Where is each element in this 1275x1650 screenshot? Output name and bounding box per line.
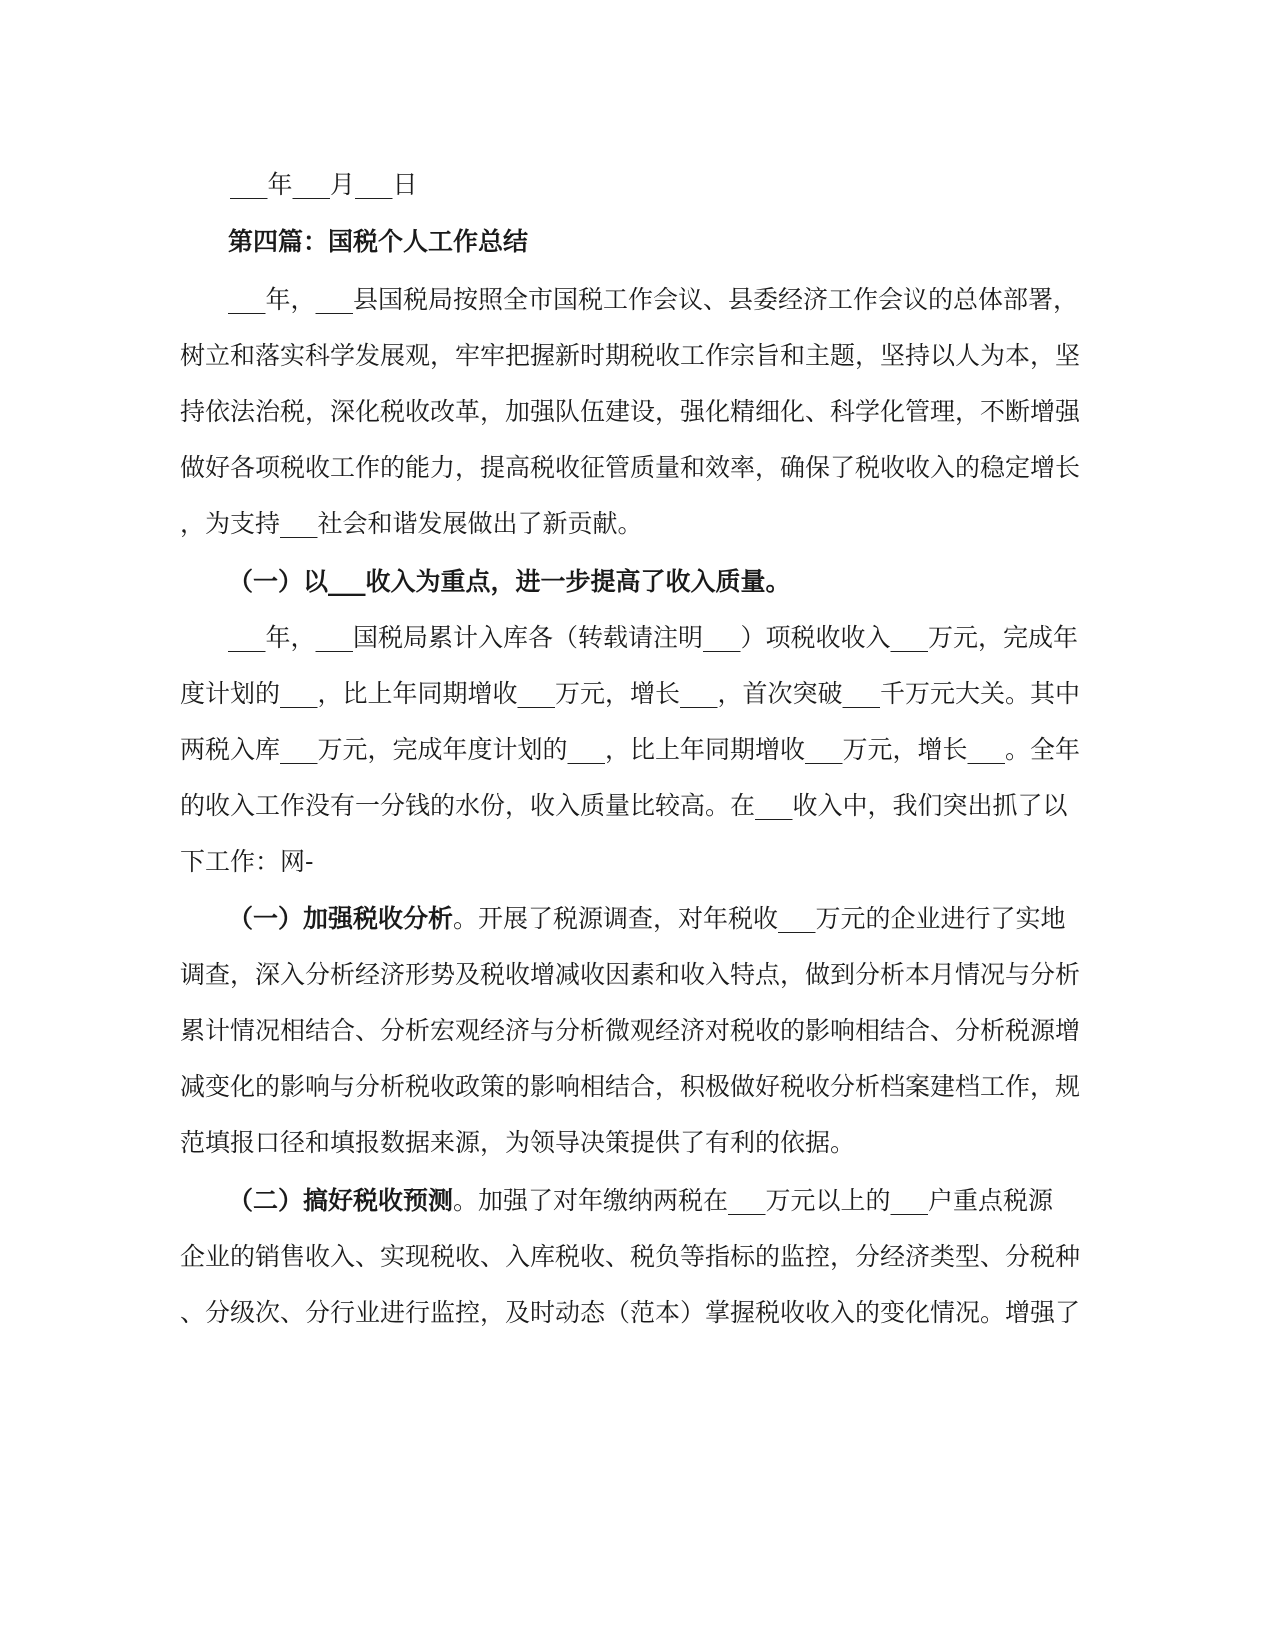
- intro-line: 树立和落实科学发展观，牢牢把握新时期税收工作宗旨和主题，坚持以人为本，坚: [180, 341, 1081, 370]
- item2-line: 、分级次、分行业进行监控，及时动态（范本）掌握税收收入的变化情况。增强了: [180, 1298, 1081, 1327]
- item1-line: 累计情况相结合、分析宏观经济与分析微观经济对税收的影响相结合、分析税源增: [180, 1016, 1081, 1045]
- section1-line: 的收入工作没有一分钱的水份，收入质量比较高。在___收入中，我们突出抓了以: [180, 791, 1068, 820]
- item1-first-rest: 。开展了税源调查，对年税收___万元的企业进行了实地: [453, 904, 1066, 933]
- section1-line: 下工作：网-: [180, 847, 314, 876]
- item2-first-rest: 。加强了对年缴纳两税在___万元以上的___户重点税源: [453, 1186, 1054, 1215]
- section1-line: 两税入库___万元，完成年度计划的___，比上年同期增收___万元，增长___。全年: [180, 735, 1081, 764]
- item1-line: 范填报口径和填报数据来源，为领导决策提供了有利的依据。: [180, 1128, 856, 1157]
- item2-line: 企业的销售收入、实现税收、入库税收、税负等指标的监控，分经济类型、分税种: [180, 1242, 1081, 1271]
- section1-line: ___年，___国税局累计入库各（转载请注明___）项税收收入___万元，完成年: [228, 623, 1079, 652]
- item2-first-line: [228, 1186, 1054, 1216]
- intro-line: ___年，___县国税局按照全市国税工作会议、县委经济工作会议的总体部署，: [228, 285, 1079, 314]
- intro-line: 做好各项税收工作的能力，提高税收征管质量和效率，确保了税收收入的稳定增长: [180, 453, 1081, 482]
- item1-line: 调查，深入分析经济形势及税收增减收因素和收入特点，做到分析本月情况与分析: [180, 960, 1081, 989]
- intro-line: ，为支持___社会和谐发展做出了新贡献。: [180, 509, 643, 538]
- intro-line: 持依法治税，深化税收改革，加强队伍建设，强化精细化、科学化管理，不断增强: [180, 397, 1081, 426]
- section1-line: 度计划的___，比上年同期增收___万元，增长___，首次突破___千万元大关。其中: [180, 679, 1081, 708]
- item1-lead: （一）加强税收分析: [228, 904, 454, 933]
- date-line: ___年___月___日: [230, 170, 418, 199]
- item2-lead: （二）搞好税收预测: [228, 1186, 454, 1215]
- section-heading: （一）以___收入为重点，进一步提高了收入质量。: [228, 567, 791, 596]
- chapter-title: 第四篇：国税个人工作总结: [228, 227, 529, 256]
- item1-line: 减变化的影响与分析税收政策的影响相结合，积极做好税收分析档案建档工作，规: [180, 1072, 1081, 1101]
- item1-first-line: [228, 904, 1066, 934]
